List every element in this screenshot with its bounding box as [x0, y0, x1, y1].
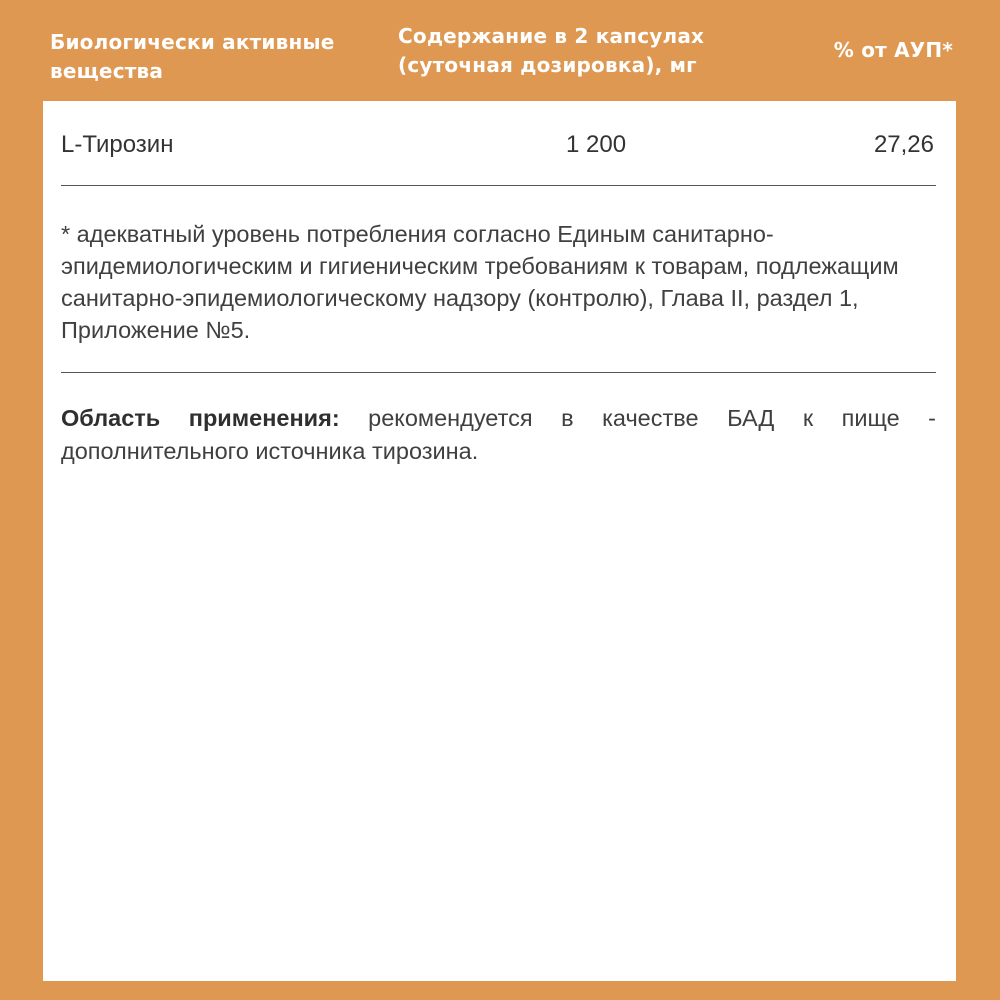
header-percent-aup: % от АУП*	[833, 38, 953, 62]
substance-amount: 1 200	[566, 131, 627, 158]
divider	[61, 372, 936, 373]
usage-text: рекомендуется в качестве БАД к пище - дополнительного источника тирозина.	[61, 405, 936, 464]
footnote: * адекватный уровень потребления согласно Единым санитарно-эпидемиологическим и гигиеническим требованиям к товарам, подлежащим санитарно-эпидемиологическому надзору (контролю), Глава II, раздел 1, Приложение №5.	[61, 221, 899, 343]
substance-name: L-Тирозин	[61, 131, 174, 158]
substance-percent: 27,26	[873, 131, 934, 158]
divider	[61, 185, 936, 186]
header-active-substances: Биологически активные вещества	[50, 30, 335, 83]
table-row	[61, 128, 936, 162]
content-panel	[43, 101, 956, 981]
usage-paragraph	[61, 402, 936, 468]
table-header	[0, 0, 1000, 101]
usage-label: Область применения:	[61, 405, 340, 431]
header-content-per-dose: Содержание в 2 капсулах (суточная дозировка), мг	[398, 24, 705, 77]
